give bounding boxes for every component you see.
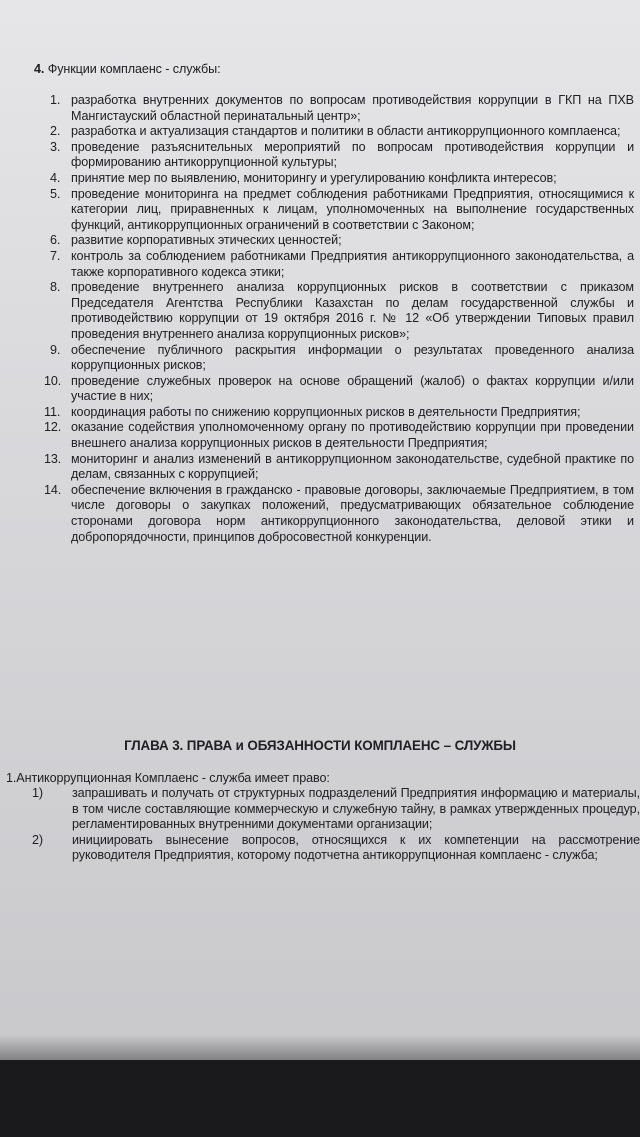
item-number: 8. [50, 280, 61, 295]
list-item [50, 280, 634, 342]
rights-intro: 1.Антикоррупционная Комплаенс - служба имеет право: [6, 771, 330, 785]
list-item [44, 451, 634, 483]
list-item [50, 342, 634, 374]
list-item [50, 170, 634, 187]
list-item [44, 404, 634, 421]
list-item [32, 786, 640, 833]
item-number: 2) [32, 832, 43, 847]
item-number: 3. [50, 139, 61, 154]
item-number: 6. [50, 233, 61, 248]
item-text: проведение внутреннего анализа коррупционных рисков в соответствии с приказом Председателя Агентства Республики Казахстан по делам государственной службы и противодействию коррупции от 19 октября 2016 г. № 12 «Об утверждении Типовых правил проведения внутреннего анализа коррупционных рисков»; [71, 280, 634, 341]
list-item [50, 93, 634, 124]
list-item [50, 233, 634, 249]
section-number: 4. [34, 62, 45, 76]
item-text: проведение мониторинга на предмет соблюдения работниками Предприятия, относящимися к категории лиц, приравненных к лицам, уполномоченных на выполнение государственных функций, антикоррупционных ограничений в соответствии с Законом; [71, 186, 634, 232]
item-text: мониторинг и анализ изменений в антикоррупционном законодательстве, судебной практике по делам, связанных с коррупцией; [71, 451, 634, 482]
item-number: 9. [50, 342, 61, 357]
functions-list [44, 93, 634, 545]
list-item [44, 420, 634, 451]
item-text: запрашивать и получать от структурных подразделений Предприятия информацию и материалы, в том числе составляющие коммерческую и служебную тайну, в рамках утвержденных процедур, регламентированных внутренними документами организации; [72, 786, 640, 832]
photo-shadow [0, 1035, 640, 1137]
section-4-heading [34, 62, 220, 78]
item-number: 11. [44, 404, 61, 419]
item-text: обеспечение публичного раскрытия информации о результатах проведенного анализа коррупционных рисков; [71, 342, 634, 373]
item-text: разработка внутренних документов по вопросам противодействия коррупции в ГКП на ПХВ Мангистауский областной перинатальный центр»; [71, 93, 634, 123]
item-text: разработка и актуализация стандартов и политики в области антикоррупционного комплаенса; [71, 124, 621, 139]
list-item [50, 186, 634, 234]
item-number: 4. [50, 170, 61, 185]
rights-list [32, 786, 640, 864]
item-number: 12. [44, 420, 62, 435]
section-title: Функции комплаенс - службы: [47, 62, 221, 76]
item-text: проведение разъяснительных мероприятий по вопросам противодействия коррупции и формированию антикоррупционной культуры; [71, 139, 634, 170]
item-text: развитие корпоративных этических ценностей; [71, 233, 342, 248]
item-text: контроль за соблюдением работниками Предприятия антикоррупционного законодательства, а также корпоративного кодекса этики; [71, 248, 634, 279]
list-item [50, 124, 634, 140]
list-item [44, 373, 634, 405]
item-number: 10. [44, 373, 62, 388]
chapter-3-title: ГЛАВА 3. ПРАВА и ОБЯЗАННОСТИ КОМПЛАЕНС – СЛУЖБЫ [124, 738, 516, 753]
item-text: оказание содействия уполномоченному органу по противодействию коррупции при проведении внешнего анализа коррупционных рисков в деятельности Предприятия; [71, 420, 634, 451]
item-number: 2. [50, 124, 61, 139]
item-text: инициировать вынесение вопросов, относящихся к их компетенции на рассмотрение руководителя Предприятия, которому подотчетна антикоррупционная комплаенс - служба; [72, 832, 640, 863]
item-number: 1) [32, 786, 43, 800]
item-number: 13. [44, 451, 62, 466]
item-text: проведение служебных проверок на основе обращений (жалоб) о фактах коррупции и/или участие в них; [71, 373, 634, 404]
list-item [32, 832, 640, 864]
item-number: 1. [50, 93, 61, 107]
item-number: 5. [50, 186, 61, 201]
item-text: принятие мер по выявлению, мониторингу и урегулированию конфликта интересов; [71, 170, 557, 185]
item-number: 7. [50, 248, 61, 263]
list-item [44, 482, 634, 545]
list-item [50, 139, 634, 171]
list-item [50, 248, 634, 280]
item-number: 14. [44, 482, 62, 497]
item-text: обеспечение включения в гражданско - правовые договоры, заключаемые Предприятием, в том числе договоры о закупках положений, предусматривающих обязательное соблюдение сторонами договора норм антикоррупционного законодательства, деловой этики и добропорядочности, принципов добросовестной конкуренции. [71, 482, 634, 544]
item-text: координация работы по снижению коррупционных рисков в деятельности Предприятия; [71, 404, 581, 419]
